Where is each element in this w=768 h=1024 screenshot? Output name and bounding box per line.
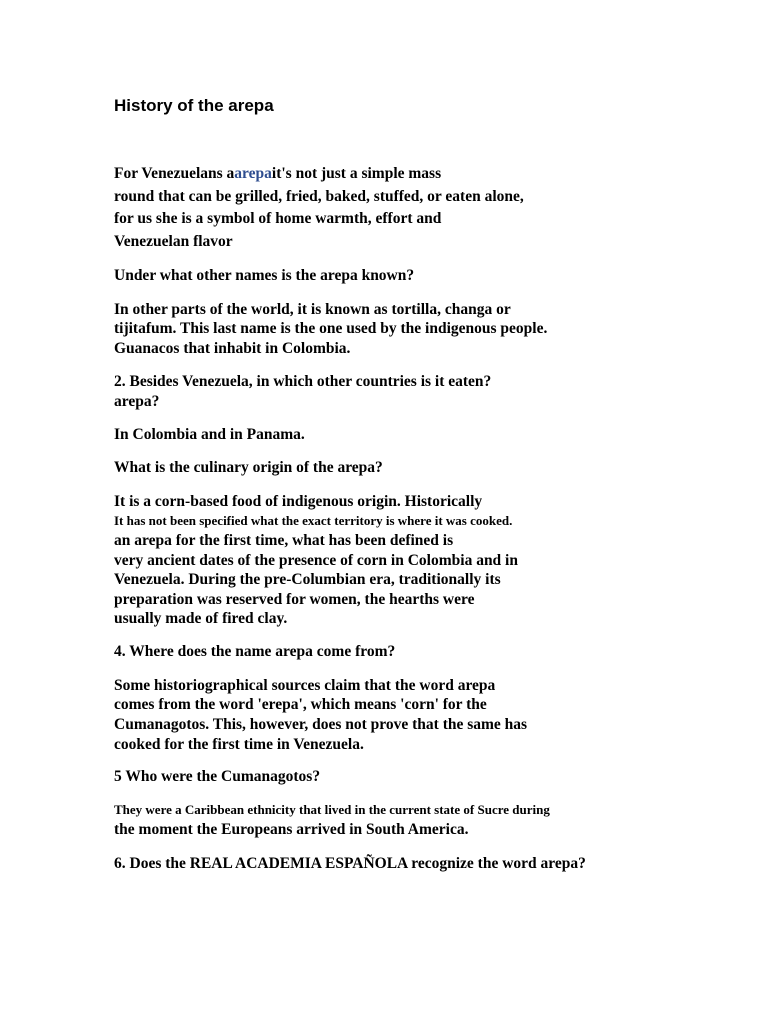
intro-line-4: Venezuelan flavor (114, 233, 233, 250)
intro-line-3: for us she is a symbol of home warmth, effort and (114, 210, 442, 227)
answer-2: In Colombia and in Panama. (114, 426, 305, 443)
intro-text-b: it's not just a simple mass (271, 165, 442, 182)
question-4: 4. Where does the name arepa come from? (114, 643, 396, 660)
answer-3-line-4: very ancient dates of the presence of corn in Colombia and in (114, 552, 518, 569)
answer-3-line-7: usually made of fired clay. (114, 610, 288, 627)
answer-1-line-3: Guanacos that inhabit in Colombia. (114, 340, 351, 357)
question-3: What is the culinary origin of the arepa? (114, 459, 383, 476)
answer-3-line-6: preparation was reserved for women, the hearths were (114, 591, 475, 608)
arepa-link[interactable]: arepa (234, 165, 272, 182)
answer-4-line-2: comes from the word 'erepa', which means 'corn' for the (114, 696, 487, 713)
question-2-line-1: 2. Besides Venezuela, in which other countries is it eaten? (114, 373, 492, 390)
intro-text-a: For Venezuelans a (114, 165, 235, 182)
question-2-line-2: arepa? (114, 393, 160, 410)
answer-1-line-2: tijitafum. This last name is the one used by the indigenous people. (114, 320, 548, 337)
question-1: Under what other names is the arepa known? (114, 267, 415, 284)
page-title: History of the arepa (114, 96, 274, 115)
answer-5-line-1: They were a Caribbean ethnicity that lived in the current state of Sucre during (114, 802, 550, 817)
question-5: 5 Who were the Cumanagotos? (114, 768, 321, 785)
answer-4-line-4: cooked for the first time in Venezuela. (114, 736, 364, 753)
question-6: 6. Does the REAL ACADEMIA ESPAÑOLA recognize the word arepa? (114, 855, 586, 872)
answer-1-line-1: In other parts of the world, it is known as tortilla, changa or (114, 301, 511, 318)
intro-line-1 (114, 166, 441, 182)
answer-4-line-3: Cumanagotos. This, however, does not prove that the same has (114, 716, 528, 733)
answer-3-line-2: It has not been specified what the exact territory is where it was cooked. (114, 513, 513, 528)
intro-line-2: round that can be grilled, fried, baked, stuffed, or eaten alone, (114, 188, 524, 205)
answer-4-line-1: Some historiographical sources claim that the word arepa (114, 677, 496, 694)
answer-3-line-5: Venezuela. During the pre-Columbian era, traditionally its (114, 571, 501, 588)
answer-3-line-1: It is a corn-based food of indigenous origin. Historically (114, 493, 483, 510)
answer-5-line-2: the moment the Europeans arrived in South America. (114, 821, 469, 838)
answer-3-line-3: an arepa for the first time, what has been defined is (114, 532, 454, 549)
